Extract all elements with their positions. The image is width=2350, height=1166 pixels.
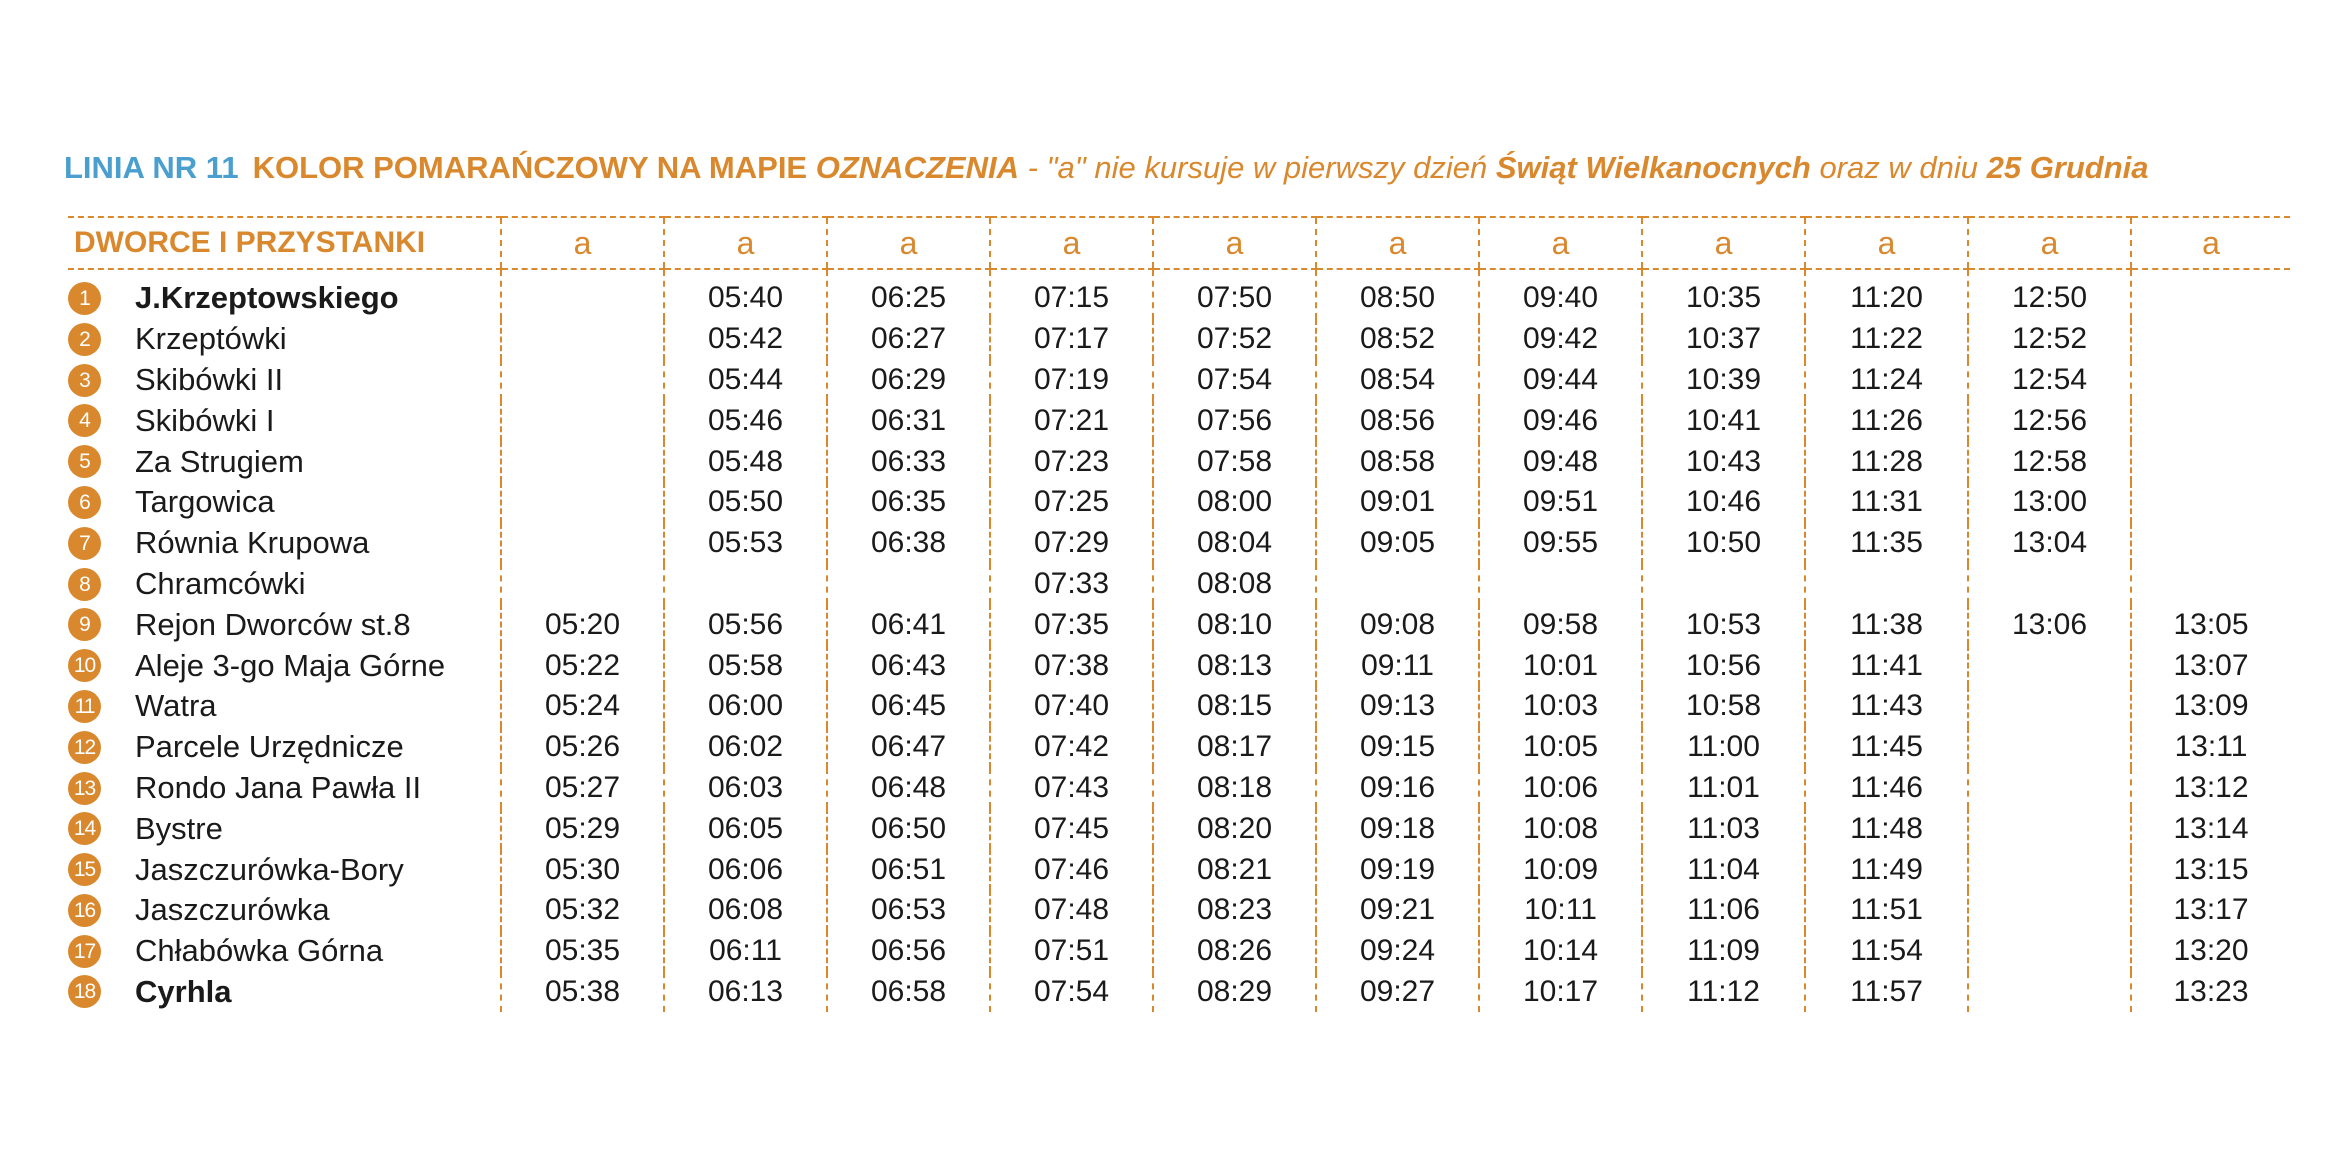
legend-text-1: "a" nie kursuje w pierwszy dzień: [1046, 150, 1496, 185]
departure-time: 08:56: [1316, 400, 1479, 441]
departure-time: 08:00: [1153, 482, 1316, 523]
departure-time: 06:38: [827, 523, 990, 564]
departure-time: [1968, 686, 2131, 727]
departure-time: [1805, 564, 1968, 605]
departure-time: [501, 360, 664, 401]
line-color-label: KOLOR POMARAŃCZOWY NA MAPIE: [252, 150, 808, 185]
departure-time: 13:20: [2131, 931, 2290, 972]
departure-time: 10:58: [1642, 686, 1805, 727]
stop-number-badge: 13: [68, 772, 101, 805]
departure-time: 10:50: [1642, 523, 1805, 564]
departure-time: 06:31: [827, 400, 990, 441]
departure-time: 07:35: [990, 604, 1153, 645]
departure-time: [664, 564, 827, 605]
departure-time: 06:51: [827, 849, 990, 890]
stop-number-badge: 10: [68, 649, 101, 682]
departure-time: 08:18: [1153, 768, 1316, 809]
course-mark-header: a: [1153, 217, 1316, 269]
departure-time: 05:26: [501, 727, 664, 768]
stop-cell: [68, 400, 501, 441]
departure-time: [1968, 890, 2131, 931]
departure-time: 09:48: [1479, 441, 1642, 482]
departure-time: 05:24: [501, 686, 664, 727]
legend-date: 25 Grudnia: [1986, 150, 2149, 185]
departure-time: [501, 482, 664, 523]
departure-time: 10:46: [1642, 482, 1805, 523]
departure-time: 07:45: [990, 808, 1153, 849]
departure-time: 11:22: [1805, 319, 1968, 360]
departure-time: 11:26: [1805, 400, 1968, 441]
departure-time: 07:23: [990, 441, 1153, 482]
stop-cell: [68, 319, 501, 360]
departure-time: 13:15: [2131, 849, 2290, 890]
stop-cell: [68, 931, 501, 972]
departure-time: [2131, 523, 2290, 564]
departure-time: 06:35: [827, 482, 990, 523]
departure-time: 13:07: [2131, 645, 2290, 686]
table-row: [68, 604, 2290, 645]
departure-time: 12:50: [1968, 269, 2131, 319]
departure-time: 11:43: [1805, 686, 1968, 727]
departure-time: [501, 400, 664, 441]
table-row: [68, 686, 2290, 727]
departure-time: 08:20: [1153, 808, 1316, 849]
departure-time: 07:17: [990, 319, 1153, 360]
departure-time: 06:58: [827, 972, 990, 1013]
stop-number-badge: 7: [68, 527, 101, 560]
stop-number-badge: 1: [68, 282, 101, 315]
departure-time: 06:06: [664, 849, 827, 890]
departure-time: 06:05: [664, 808, 827, 849]
departure-time: 11:28: [1805, 441, 1968, 482]
departure-time: 06:47: [827, 727, 990, 768]
departure-time: 07:52: [1153, 319, 1316, 360]
table-row: [68, 849, 2290, 890]
departure-time: 11:12: [1642, 972, 1805, 1013]
departure-time: 06:43: [827, 645, 990, 686]
departure-time: [1968, 645, 2131, 686]
departure-time: 06:29: [827, 360, 990, 401]
course-mark-header: a: [1642, 217, 1805, 269]
stop-number-badge: 2: [68, 323, 101, 356]
departure-time: 09:27: [1316, 972, 1479, 1013]
course-mark-header: a: [827, 217, 990, 269]
departure-time: 10:08: [1479, 808, 1642, 849]
departure-time: [1316, 564, 1479, 605]
table-row: [68, 727, 2290, 768]
timetable: [68, 216, 2290, 1012]
stop-name: Bystre: [135, 810, 223, 846]
departure-time: 11:41: [1805, 645, 1968, 686]
departure-time: 10:41: [1642, 400, 1805, 441]
stop-number-badge: 15: [68, 853, 101, 886]
stop-name: Rejon Dworców st.8: [135, 606, 411, 642]
departure-time: 08:23: [1153, 890, 1316, 931]
departure-time: 09:11: [1316, 645, 1479, 686]
course-mark-header: a: [1968, 217, 2131, 269]
stop-name: Chramcówki: [135, 566, 306, 602]
legend-holiday: Świąt Wielkanocnych: [1495, 150, 1811, 185]
stop-cell: [68, 482, 501, 523]
departure-time: 06:00: [664, 686, 827, 727]
stop-cell: [68, 808, 501, 849]
departure-time: 05:30: [501, 849, 664, 890]
departure-time: 13:09: [2131, 686, 2290, 727]
departure-time: [501, 564, 664, 605]
departure-time: 06:41: [827, 604, 990, 645]
departure-time: 09:40: [1479, 269, 1642, 319]
table-row: [68, 482, 2290, 523]
course-mark-header: a: [1479, 217, 1642, 269]
course-mark-header: a: [664, 217, 827, 269]
departure-time: 05:48: [664, 441, 827, 482]
stop-number-badge: 6: [68, 486, 101, 519]
departure-time: 11:46: [1805, 768, 1968, 809]
stop-name: Równia Krupowa: [135, 525, 370, 561]
stop-cell: [68, 768, 501, 809]
timetable-body: [68, 269, 2290, 1012]
departure-time: 12:58: [1968, 441, 2131, 482]
stop-name: Jaszczurówka: [135, 892, 330, 928]
departure-time: 13:14: [2131, 808, 2290, 849]
stop-cell: [68, 849, 501, 890]
departure-time: 06:13: [664, 972, 827, 1013]
course-mark-header: a: [501, 217, 664, 269]
departure-time: [1968, 808, 2131, 849]
stop-name: Za Strugiem: [135, 443, 304, 479]
departure-time: 10:43: [1642, 441, 1805, 482]
table-row: [68, 360, 2290, 401]
departure-time: 07:54: [990, 972, 1153, 1013]
departure-time: 09:58: [1479, 604, 1642, 645]
departure-time: [2131, 319, 2290, 360]
departure-time: 05:20: [501, 604, 664, 645]
table-row: [68, 523, 2290, 564]
line-number: LINIA NR 11: [64, 150, 239, 185]
course-mark-header: a: [1316, 217, 1479, 269]
departure-time: 11:51: [1805, 890, 1968, 931]
departure-time: [1968, 564, 2131, 605]
stop-number-badge: 4: [68, 404, 101, 437]
departure-time: 06:03: [664, 768, 827, 809]
departure-time: 11:49: [1805, 849, 1968, 890]
departure-time: 11:54: [1805, 931, 1968, 972]
departure-time: 08:29: [1153, 972, 1316, 1013]
departure-time: [2131, 269, 2290, 319]
stop-name: Aleje 3-go Maja Górne: [135, 647, 446, 683]
departure-time: 07:56: [1153, 400, 1316, 441]
departure-time: 10:11: [1479, 890, 1642, 931]
table-row: [68, 768, 2290, 809]
departure-time: 05:22: [501, 645, 664, 686]
departure-time: [1968, 727, 2131, 768]
stop-cell: [68, 604, 501, 645]
stop-name: Krzeptówki: [135, 321, 287, 357]
departure-time: 11:01: [1642, 768, 1805, 809]
departure-time: 07:25: [990, 482, 1153, 523]
departure-time: 08:50: [1316, 269, 1479, 319]
stop-cell: [68, 441, 501, 482]
departure-time: 09:15: [1316, 727, 1479, 768]
table-row: [68, 931, 2290, 972]
departure-time: 05:53: [664, 523, 827, 564]
departure-time: 13:06: [1968, 604, 2131, 645]
departure-time: 08:21: [1153, 849, 1316, 890]
timetable-header: [64, 150, 2304, 206]
course-mark-header: a: [1805, 217, 1968, 269]
departure-time: 08:26: [1153, 931, 1316, 972]
departure-time: 11:04: [1642, 849, 1805, 890]
departure-time: 08:58: [1316, 441, 1479, 482]
departure-time: 11:24: [1805, 360, 1968, 401]
departure-time: 11:31: [1805, 482, 1968, 523]
stop-number-badge: 8: [68, 568, 101, 601]
departure-time: 11:20: [1805, 269, 1968, 319]
departure-time: 05:40: [664, 269, 827, 319]
departure-time: 05:50: [664, 482, 827, 523]
departure-time: [2131, 564, 2290, 605]
departure-time: 07:40: [990, 686, 1153, 727]
departure-time: 10:03: [1479, 686, 1642, 727]
legend-text-2: oraz w dniu: [1810, 150, 1987, 185]
departure-time: 07:51: [990, 931, 1153, 972]
departure-time: [2131, 482, 2290, 523]
departure-time: 06:45: [827, 686, 990, 727]
stop-number-badge: 9: [68, 608, 101, 641]
departure-time: 11:00: [1642, 727, 1805, 768]
departure-time: 11:45: [1805, 727, 1968, 768]
stop-number-badge: 12: [68, 731, 101, 764]
departure-time: 11:03: [1642, 808, 1805, 849]
stop-cell: [68, 890, 501, 931]
departure-time: 07:29: [990, 523, 1153, 564]
departure-time: 13:00: [1968, 482, 2131, 523]
table-row: [68, 319, 2290, 360]
departure-time: 09:21: [1316, 890, 1479, 931]
legend-title: OZNACZENIA: [815, 150, 1019, 185]
stop-name: Rondo Jana Pawła II: [135, 770, 422, 805]
departure-time: 06:50: [827, 808, 990, 849]
departure-time: [501, 269, 664, 319]
departure-time: 13:17: [2131, 890, 2290, 931]
departure-time: 07:58: [1153, 441, 1316, 482]
stop-cell: [68, 269, 501, 319]
stop-cell: [68, 360, 501, 401]
departure-time: 09:24: [1316, 931, 1479, 972]
departure-time: 08:04: [1153, 523, 1316, 564]
departure-time: 13:12: [2131, 768, 2290, 809]
departure-time: 12:52: [1968, 319, 2131, 360]
departure-time: [1968, 972, 2131, 1013]
departure-time: 13:23: [2131, 972, 2290, 1013]
stop-cell: [68, 564, 501, 605]
departure-time: 10:09: [1479, 849, 1642, 890]
departure-time: 12:56: [1968, 400, 2131, 441]
departure-time: [2131, 441, 2290, 482]
departure-time: [1968, 768, 2131, 809]
departure-time: 06:02: [664, 727, 827, 768]
departure-time: 09:18: [1316, 808, 1479, 849]
departure-time: 11:35: [1805, 523, 1968, 564]
departure-time: 09:05: [1316, 523, 1479, 564]
stop-name: J.Krzeptowskiego: [135, 280, 399, 316]
stop-cell: [68, 727, 501, 768]
course-mark-header: a: [2131, 217, 2290, 269]
departure-time: 05:29: [501, 808, 664, 849]
departure-time: 06:53: [827, 890, 990, 931]
departure-time: 06:33: [827, 441, 990, 482]
table-row: [68, 645, 2290, 686]
departure-time: 10:37: [1642, 319, 1805, 360]
departure-time: 09:44: [1479, 360, 1642, 401]
stop-name: Jaszczurówka-Bory: [135, 851, 404, 887]
timetable-header-row: [68, 217, 2290, 269]
departure-time: 08:54: [1316, 360, 1479, 401]
legend-separator: -: [1018, 150, 1047, 185]
departure-time: 08:15: [1153, 686, 1316, 727]
departure-time: 08:17: [1153, 727, 1316, 768]
table-row: [68, 269, 2290, 319]
departure-time: 10:14: [1479, 931, 1642, 972]
departure-time: 08:10: [1153, 604, 1316, 645]
stops-column-header: DWORCE I PRZYSTANKI: [68, 217, 501, 269]
course-mark-header: a: [990, 217, 1153, 269]
departure-time: 07:21: [990, 400, 1153, 441]
stop-cell: [68, 686, 501, 727]
stop-name: Skibówki II: [135, 362, 284, 398]
departure-time: 07:46: [990, 849, 1153, 890]
stop-name: Skibówki I: [135, 402, 275, 438]
departure-time: 07:50: [1153, 269, 1316, 319]
departure-time: 05:35: [501, 931, 664, 972]
departure-time: 07:43: [990, 768, 1153, 809]
departure-time: 05:42: [664, 319, 827, 360]
departure-time: 10:05: [1479, 727, 1642, 768]
departure-time: [1968, 849, 2131, 890]
departure-time: [2131, 400, 2290, 441]
stop-name: Watra: [135, 688, 217, 724]
stop-name: Parcele Urzędnicze: [135, 729, 404, 765]
departure-time: 13:04: [1968, 523, 2131, 564]
departure-time: 09:42: [1479, 319, 1642, 360]
departure-time: [1642, 564, 1805, 605]
stop-name: Chłabówka Górna: [135, 933, 384, 969]
departure-time: 09:51: [1479, 482, 1642, 523]
departure-time: 07:33: [990, 564, 1153, 605]
departure-time: 08:13: [1153, 645, 1316, 686]
departure-time: 07:15: [990, 269, 1153, 319]
departure-time: 13:11: [2131, 727, 2290, 768]
stop-cell: [68, 645, 501, 686]
stop-number-badge: 17: [68, 935, 101, 968]
departure-time: 08:52: [1316, 319, 1479, 360]
departure-time: [501, 441, 664, 482]
stop-number-badge: 16: [68, 894, 101, 927]
departure-time: 06:56: [827, 931, 990, 972]
departure-time: 09:55: [1479, 523, 1642, 564]
departure-time: [827, 564, 990, 605]
departure-time: 06:08: [664, 890, 827, 931]
stop-name: Cyrhla: [135, 973, 232, 1009]
departure-time: [501, 523, 664, 564]
departure-time: 10:53: [1642, 604, 1805, 645]
table-row: [68, 441, 2290, 482]
departure-time: 08:08: [1153, 564, 1316, 605]
stop-number-badge: 14: [68, 812, 101, 845]
departure-time: 10:01: [1479, 645, 1642, 686]
departure-time: [2131, 360, 2290, 401]
departure-time: 07:42: [990, 727, 1153, 768]
departure-time: 11:38: [1805, 604, 1968, 645]
table-row: [68, 400, 2290, 441]
departure-time: 09:01: [1316, 482, 1479, 523]
departure-time: 11:57: [1805, 972, 1968, 1013]
departure-time: 07:19: [990, 360, 1153, 401]
table-row: [68, 564, 2290, 605]
departure-time: 05:46: [664, 400, 827, 441]
stop-number-badge: 11: [68, 690, 101, 723]
table-row: [68, 890, 2290, 931]
departure-time: 09:08: [1316, 604, 1479, 645]
departure-time: 10:39: [1642, 360, 1805, 401]
departure-time: 05:58: [664, 645, 827, 686]
stop-number-badge: 3: [68, 364, 101, 397]
departure-time: 09:13: [1316, 686, 1479, 727]
departure-time: 12:54: [1968, 360, 2131, 401]
departure-time: 05:44: [664, 360, 827, 401]
departure-time: 11:48: [1805, 808, 1968, 849]
stop-number-badge: 18: [68, 975, 101, 1008]
departure-time: 09:16: [1316, 768, 1479, 809]
stop-cell: [68, 972, 501, 1013]
departure-time: 11:06: [1642, 890, 1805, 931]
departure-time: [1479, 564, 1642, 605]
departure-time: 07:48: [990, 890, 1153, 931]
departure-time: 06:48: [827, 768, 990, 809]
departure-time: 09:46: [1479, 400, 1642, 441]
table-row: [68, 972, 2290, 1013]
departure-time: 05:38: [501, 972, 664, 1013]
departure-time: 10:17: [1479, 972, 1642, 1013]
departure-time: 10:35: [1642, 269, 1805, 319]
departure-time: 06:11: [664, 931, 827, 972]
stop-name: Targowica: [135, 484, 275, 520]
stop-number-badge: 5: [68, 445, 101, 478]
departure-time: 05:56: [664, 604, 827, 645]
departure-time: 06:25: [827, 269, 990, 319]
departure-time: 10:56: [1642, 645, 1805, 686]
departure-time: [501, 319, 664, 360]
departure-time: 07:54: [1153, 360, 1316, 401]
departure-time: 11:09: [1642, 931, 1805, 972]
departure-time: 05:27: [501, 768, 664, 809]
departure-time: 06:27: [827, 319, 990, 360]
departure-time: 09:19: [1316, 849, 1479, 890]
departure-time: [1968, 931, 2131, 972]
table-row: [68, 808, 2290, 849]
departure-time: 13:05: [2131, 604, 2290, 645]
stop-cell: [68, 523, 501, 564]
departure-time: 05:32: [501, 890, 664, 931]
departure-time: 10:06: [1479, 768, 1642, 809]
departure-time: 07:38: [990, 645, 1153, 686]
